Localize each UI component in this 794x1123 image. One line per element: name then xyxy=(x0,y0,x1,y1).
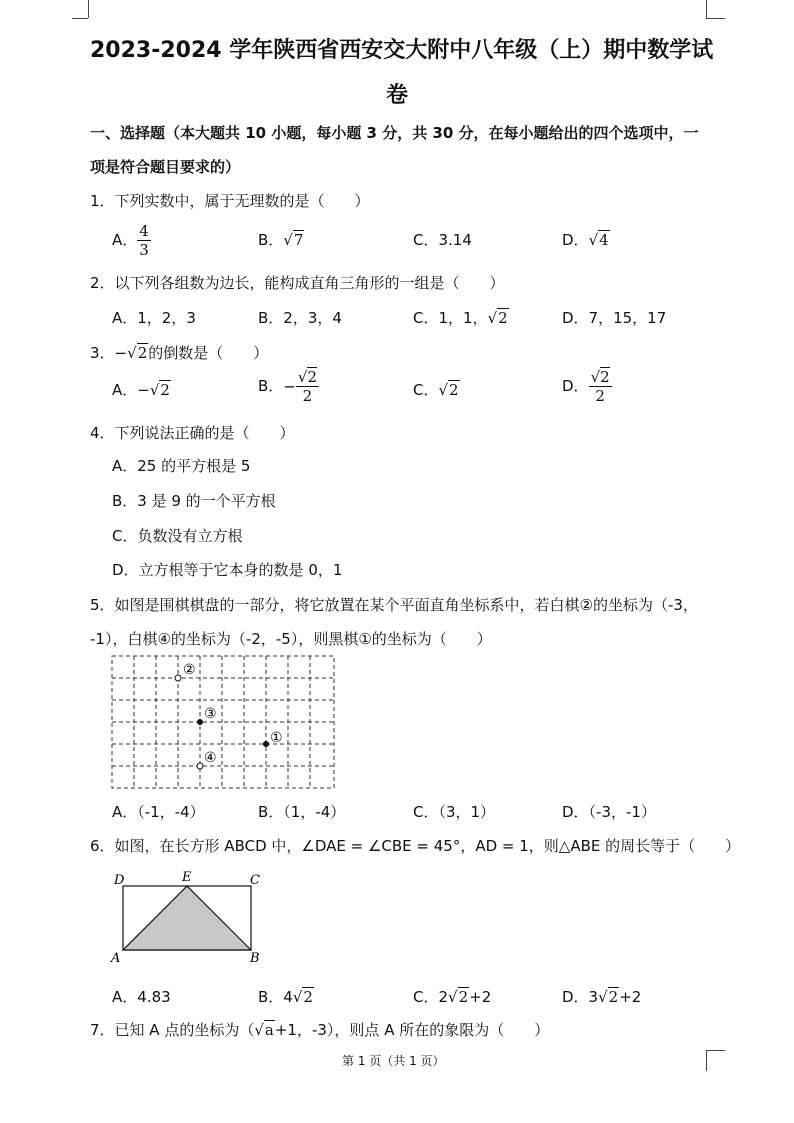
q2-c-radicand: 2 xyxy=(498,309,508,327)
q3-b-denominator: 2 xyxy=(302,387,313,405)
q1-fraction xyxy=(137,222,151,259)
corner-mark-top-left xyxy=(88,0,89,18)
q3-d-numerator: √2 xyxy=(590,368,610,386)
q3-stem-radicand: 2 xyxy=(137,344,148,362)
q3-option-b xyxy=(258,368,319,405)
q3-d-denominator: 2 xyxy=(595,387,605,405)
q3-stem-prefix: 3．− xyxy=(90,344,128,362)
question-2: 2．以下列各组数为边长，能构成直角三角形的一组是（ ） xyxy=(90,274,505,292)
q1-option-a-label: A． xyxy=(112,231,138,249)
section-header: 一、选择题（本大题共 10 小题，每小题 3 分，共 30 分，在每小题给出的四个选项中，一 xyxy=(90,124,699,142)
q6-option-c xyxy=(413,986,491,1007)
q3-stem-suffix: 的倒数是（ ） xyxy=(148,344,269,362)
q3-a-radicand: 2 xyxy=(160,381,170,399)
q2-option-c xyxy=(413,307,509,328)
section-header-line2: 项是符合题目要求的） xyxy=(90,158,241,176)
q6-d-radicand: 2 xyxy=(608,988,619,1006)
q1-option-b-label: B． xyxy=(258,231,284,249)
q4-option-d: D．立方根等于它本身的数是 0，1 xyxy=(112,561,343,579)
q4-option-b: B．3 是 9 的一个平方根 xyxy=(112,492,276,510)
sqrt-sign: √2 xyxy=(149,381,170,399)
q3-c-radicand: 2 xyxy=(449,381,459,399)
sqrt-sign: √7 xyxy=(283,231,304,249)
sqrt-sign: √a xyxy=(254,1021,274,1039)
q4-option-a: A．25 的平方根是 5 xyxy=(112,457,251,475)
q1-d-radicand: 4 xyxy=(599,231,609,249)
go-board-figure xyxy=(108,652,338,792)
q1-option-d xyxy=(562,229,610,250)
q3-option-d xyxy=(562,368,612,405)
q6-c-radicand: 2 xyxy=(458,988,469,1006)
page-footer: 第 1 页（共 1 页） xyxy=(342,1054,445,1068)
sqrt-sign: √2 xyxy=(127,344,148,362)
q1-option-c: C．3.14 xyxy=(413,231,472,249)
label-stone-1: ① xyxy=(270,730,283,746)
white-stone-4 xyxy=(197,763,203,769)
q5-option-d: D．（-3，-1） xyxy=(562,803,656,821)
q3-option-c-label: C． xyxy=(413,381,439,399)
page-title: 2023-2024 学年陕西省西安交大附中八年级（上）期中数学试 xyxy=(90,38,714,63)
q6-option-c-label: C．2 xyxy=(413,988,449,1006)
q4-option-c: C．负数没有立方根 xyxy=(112,527,243,545)
corner-mark-top-left-h xyxy=(72,18,88,19)
q3-b-sign: − xyxy=(283,377,296,396)
q3-option-c xyxy=(413,379,460,400)
q6-c-suffix: +2 xyxy=(469,988,492,1006)
q3-b-radicand: 2 xyxy=(307,368,317,386)
q5-option-b: B．（1，-4） xyxy=(258,803,346,821)
label-c: C xyxy=(250,873,260,888)
page-title-line2: 卷 xyxy=(386,83,409,108)
q7-stem-suffix: +1，-3），则点 A 所在的象限为（ ） xyxy=(274,1021,550,1039)
q3-d-radicand: 2 xyxy=(600,368,610,386)
q6-option-d xyxy=(562,986,641,1007)
sqrt-sign: √2 xyxy=(598,988,619,1006)
corner-mark-bottom-right xyxy=(706,1050,725,1071)
q2-option-d: D．7，15，17 xyxy=(562,309,667,327)
q5-option-a: A．（-1，-4） xyxy=(112,803,205,821)
q3-option-a xyxy=(112,379,171,400)
q6-d-suffix: +2 xyxy=(619,988,642,1006)
q6-b-radicand: 2 xyxy=(303,988,313,1006)
question-1: 1．下列实数中，属于无理数的是（ ） xyxy=(90,192,370,210)
corner-mark-top-right xyxy=(706,0,725,19)
q1-option-b xyxy=(258,229,304,250)
black-stone-3 xyxy=(197,719,203,725)
question-7 xyxy=(90,1019,549,1040)
q1-option-a xyxy=(112,222,151,259)
question-5: 5．如图是围棋棋盘的一部分，将它放置在某个平面直角坐标系中，若白棋②的坐标为（-3， xyxy=(90,596,698,614)
label-b: B xyxy=(250,951,260,966)
q3-d-fraction xyxy=(589,368,612,405)
black-stone-1 xyxy=(263,741,269,747)
q7-stem-radicand: a xyxy=(264,1021,274,1039)
q3-b-fraction xyxy=(296,368,319,405)
q1-option-d-label: D． xyxy=(562,231,589,249)
rectangle-figure xyxy=(108,868,268,968)
q1-numerator: 4 xyxy=(139,222,149,240)
q7-stem-prefix: 7．已知 A 点的坐标为（ xyxy=(90,1021,255,1039)
sqrt-sign: √2 xyxy=(438,381,459,399)
q6-option-b-label: B．4 xyxy=(258,988,293,1006)
q6-option-d-label: D．3 xyxy=(562,988,599,1006)
board-grid xyxy=(112,656,334,788)
sqrt-sign: √4 xyxy=(588,231,609,249)
sqrt-sign: √2 xyxy=(487,309,508,327)
q5-option-c: C．（3，1） xyxy=(413,803,496,821)
q2-option-b: B．2，3，4 xyxy=(258,309,342,327)
label-stone-2: ② xyxy=(183,662,196,678)
sqrt-sign: √2 xyxy=(292,988,313,1006)
label-a: A xyxy=(111,951,121,966)
q2-option-c-label: C．1，1， xyxy=(413,309,488,327)
label-stone-4: ④ xyxy=(204,750,217,766)
q3-option-d-label: D． xyxy=(562,377,589,395)
q1-b-radicand: 7 xyxy=(293,231,304,249)
q3-b-numerator: √2 xyxy=(297,368,317,386)
q2-option-a: A．1，2，3 xyxy=(112,309,196,327)
q3-option-a-label: A．− xyxy=(112,381,150,399)
label-stone-3: ③ xyxy=(204,706,217,722)
q3-option-b-label: B． xyxy=(258,377,284,395)
q6-option-a: A．4.83 xyxy=(112,988,171,1006)
question-6: 6．如图，在长方形 ABCD 中，∠DAE = ∠CBE = 45°，AD = 1，则△ABE 的周长等于（ ） xyxy=(90,837,741,855)
question-3 xyxy=(90,342,268,363)
sqrt-sign: √2 xyxy=(448,988,469,1006)
question-4: 4．下列说法正确的是（ ） xyxy=(90,424,295,442)
q6-option-b xyxy=(258,986,314,1007)
triangle-abe xyxy=(123,886,251,950)
label-e: E xyxy=(182,870,192,885)
label-d: D xyxy=(114,873,125,888)
white-stone-2 xyxy=(175,675,181,681)
q1-denominator: 3 xyxy=(139,241,149,259)
question-5-line2: -1），白棋④的坐标为（-2，-5），则黑棋①的坐标为（ ） xyxy=(90,630,492,648)
